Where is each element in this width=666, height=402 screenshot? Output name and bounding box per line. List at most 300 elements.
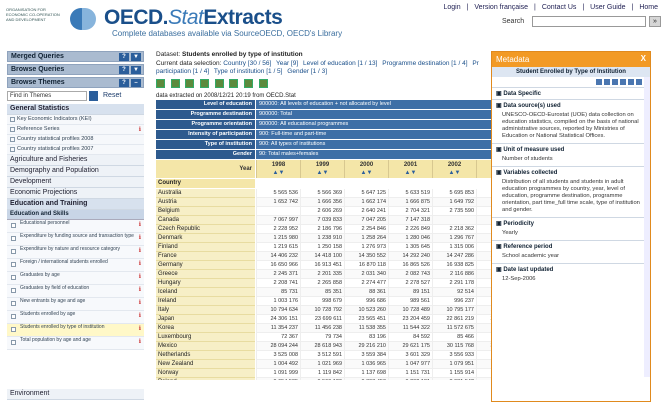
data-cell <box>476 261 492 270</box>
data-cell: 85 731 <box>256 288 300 297</box>
data-cell: 5 695 853 <box>432 189 476 198</box>
checkbox-icon[interactable] <box>11 262 16 267</box>
data-cell: 29 621 175 <box>388 342 432 351</box>
theme-economic-projections[interactable]: Economic Projections <box>7 188 144 199</box>
country-row-label: Canada <box>156 216 255 225</box>
data-cell: 10 794 634 <box>256 306 300 315</box>
data-cell: 1 215 980 <box>256 234 300 243</box>
metadata-section-heading[interactable]: ▣ Date last updated <box>492 263 650 275</box>
year-value: 2001 <box>403 162 418 168</box>
data-cell: 2 201 335 <box>300 270 344 279</box>
org-name: ORGANISATION FOR ECONOMIC CO-OPERATION AND DEVELOPMENT <box>6 7 60 22</box>
tagline: Complete databases available via SourceOECD, OECD's Library <box>112 29 343 38</box>
country-row-label: Germany <box>156 261 255 270</box>
data-cell <box>344 378 388 380</box>
selection-level[interactable]: Level of education [1 / 13] <box>302 60 378 67</box>
dimension-value: 900000: All levels of education + not allocated by level <box>256 100 492 109</box>
sort-icon[interactable]: ▲▼ <box>448 170 461 176</box>
dimension-value: 900: All types of institutions <box>256 140 492 149</box>
data-cell: 11 572 675 <box>432 324 476 333</box>
metadata-section-heading[interactable]: ▣ Data Specific <box>492 87 650 99</box>
checkbox-icon[interactable] <box>10 117 15 122</box>
metadata-scrollbar[interactable] <box>644 77 650 377</box>
education-skills-header[interactable]: Education and Skills <box>7 210 144 220</box>
data-cell: 14 350 552 <box>344 252 388 261</box>
data-cell <box>432 378 476 380</box>
login-link[interactable]: Login <box>443 4 461 11</box>
csv-icon[interactable] <box>215 79 224 88</box>
country-row-label: Italy <box>156 306 255 315</box>
data-cell: 7 047 205 <box>344 216 388 225</box>
dimension-value: 900000: All educational programmes <box>256 120 492 129</box>
data-cell: 1 276 973 <box>344 243 388 252</box>
find-button[interactable] <box>89 91 98 101</box>
metadata-sections <box>492 87 650 286</box>
data-cell: 29 216 210 <box>344 342 388 351</box>
contact-us-link[interactable]: Contact Us <box>541 4 577 11</box>
data-cell: 10 728 792 <box>300 306 344 315</box>
sort-icon[interactable]: ▲▼ <box>360 170 373 176</box>
data-cell: 1 280 046 <box>388 234 432 243</box>
data-cell: 2 265 858 <box>300 279 344 288</box>
data-cell <box>476 288 492 297</box>
data-cell <box>476 306 492 315</box>
theme-environment[interactable]: Environment <box>7 389 144 400</box>
sidebar <box>7 51 144 402</box>
info-icon[interactable]: ℹ <box>138 300 141 306</box>
data-cell: 1 315 006 <box>432 243 476 252</box>
info-icon[interactable]: ℹ <box>138 261 141 267</box>
data-cell: 1 004 492 <box>256 360 300 369</box>
layout-icon[interactable] <box>244 79 253 88</box>
metadata-section-text: Number of students <box>502 156 553 162</box>
metadata-section-text: Distribution of all students and students in adult education programmes by country, year, level of education, programme destination, programme orientation, part time_full time scale, type of institution and gender. <box>502 179 640 213</box>
dataset-item[interactable]: Graduates by age ℹ <box>7 272 144 285</box>
main-content <box>156 51 492 402</box>
dimension-label: Type of institution <box>156 140 255 149</box>
metadata-section-text: School academic year <box>502 253 560 259</box>
metadata-section-text: 12-Sep-2006 <box>502 276 536 282</box>
version-francaise-link[interactable]: Version française <box>474 4 529 11</box>
data-cell: 88 361 <box>344 288 388 297</box>
data-cell <box>256 207 300 216</box>
country-row-label <box>156 378 255 380</box>
print-icon[interactable] <box>229 79 238 88</box>
theme-education-training[interactable]: Education and Training <box>7 199 144 210</box>
data-cell: 5 647 125 <box>344 189 388 198</box>
country-row-label: Austria <box>156 198 255 207</box>
data-cell: 16 870 118 <box>344 261 388 270</box>
oecd-logo-accent-icon <box>82 8 96 30</box>
data-cell: 23 204 459 <box>388 315 432 324</box>
data-cell: 1 219 615 <box>256 243 300 252</box>
data-cell: 2 082 743 <box>388 270 432 279</box>
settings-icon[interactable] <box>259 79 268 88</box>
year-value: 1998 <box>271 162 286 168</box>
data-cell: 3 556 933 <box>432 351 476 360</box>
data-cell: 14 292 240 <box>388 252 432 261</box>
chevron-down-icon[interactable]: ▼ <box>131 66 141 74</box>
data-cell: 1 662 174 <box>344 198 388 207</box>
data-cell: 2 116 886 <box>432 270 476 279</box>
data-cell <box>476 234 492 243</box>
dimension-label: Level of education <box>156 100 255 109</box>
year-value <box>477 161 492 169</box>
data-cell <box>476 279 492 288</box>
current-selection: Current data selection: Country [30 / 56] Year [9] Level of education [1 / 13] Programme destination [1 / 4] Pr participation [1 / 4] Type of institution [1 / 5] Gender [1 / 3] <box>156 60 479 75</box>
data-cell <box>476 198 492 207</box>
country-row-label: New Zealand <box>156 360 255 369</box>
country-row-label: Finland <box>156 243 255 252</box>
data-cell: 1 151 731 <box>388 369 432 378</box>
data-cell: 1 652 742 <box>256 198 300 207</box>
data-cell: 1 047 977 <box>388 360 432 369</box>
data-cell <box>476 243 492 252</box>
chart-icon[interactable] <box>171 79 180 88</box>
checkbox-icon[interactable] <box>11 288 16 293</box>
dimension-label: Programme destination <box>156 110 255 119</box>
country-row-label: Hungary <box>156 279 255 288</box>
country-row-label: Iceland <box>156 288 255 297</box>
selection-participation[interactable]: participation [1 / 4] <box>156 68 210 75</box>
search-button[interactable]: » <box>649 16 661 27</box>
data-cell: 7 067 997 <box>256 216 300 225</box>
data-cell: 23 565 451 <box>344 315 388 324</box>
data-cell: 1 036 965 <box>344 360 388 369</box>
data-cell: 22 861 219 <box>432 315 476 324</box>
data-cell: 1 137 698 <box>344 369 388 378</box>
dataset-title: Dataset: Students enrolled by type of institution <box>156 51 303 58</box>
data-cell: 1 296 767 <box>432 234 476 243</box>
data-cell: 2 278 527 <box>388 279 432 288</box>
selection-pr[interactable]: Pr <box>472 60 479 67</box>
data-cell: 1 155 914 <box>432 369 476 378</box>
year-value: 2000 <box>359 162 374 168</box>
country-row-label: Belgium <box>156 207 255 216</box>
data-cell: 28 094 244 <box>256 342 300 351</box>
data-cell: 10 523 260 <box>344 306 388 315</box>
data-cell: 16 938 825 <box>432 261 476 270</box>
brand-title[interactable]: OECD.StatExtracts <box>104 6 283 29</box>
theme-sub-item[interactable]: Country statistical profiles 2008 <box>7 135 144 145</box>
metadata-toolbar <box>492 77 650 87</box>
dimension-label: Intensity of participation <box>156 130 255 139</box>
find-in-themes <box>7 90 144 102</box>
help-icon[interactable]: ? <box>119 66 129 74</box>
country-row-label: Ireland <box>156 297 255 306</box>
country-row-label: Greece <box>156 270 255 279</box>
year-column-header <box>388 160 432 178</box>
checkbox-icon[interactable] <box>11 236 16 241</box>
sort-icon[interactable] <box>477 169 492 177</box>
dataset-item[interactable]: Total population by age and age ℹ <box>7 337 144 350</box>
data-cell: 11 354 237 <box>256 324 300 333</box>
metadata-panel <box>491 51 651 402</box>
data-cell <box>388 378 432 380</box>
data-cell: 1 003 176 <box>256 297 300 306</box>
data-cell: 2 640 241 <box>344 207 388 216</box>
info-icon[interactable]: ℹ <box>138 274 141 280</box>
dataset-item[interactable]: Foreign / international students enrolled ℹ <box>7 259 144 272</box>
data-cell: 1 666 875 <box>388 198 432 207</box>
data-cell: 3 559 384 <box>344 351 388 360</box>
top-links: Login | Version française | Contact Us | User Guide | Home <box>443 4 658 11</box>
country-header: Country <box>156 179 255 188</box>
info-icon[interactable]: ℹ <box>138 326 141 332</box>
data-cell <box>476 315 492 324</box>
data-cell: 2 031 340 <box>344 270 388 279</box>
checkbox-icon[interactable] <box>10 127 15 132</box>
data-cell <box>476 216 492 225</box>
selection-gender[interactable]: Gender [1 / 3] <box>287 68 328 75</box>
help-icon[interactable]: ? <box>119 53 129 61</box>
data-cell: 84 592 <box>388 333 432 342</box>
data-cell: 2 606 269 <box>300 207 344 216</box>
theme-development[interactable]: Development <box>7 177 144 188</box>
country-row-label: Norway <box>156 369 255 378</box>
data-cell: 85 466 <box>432 333 476 342</box>
data-cell: 24 306 151 <box>256 315 300 324</box>
collapse-icon[interactable]: – <box>131 79 141 87</box>
data-cell <box>476 342 492 351</box>
year-column-header <box>476 160 492 178</box>
selection-year[interactable]: Year [9] <box>275 60 299 67</box>
data-cell: 16 650 966 <box>256 261 300 270</box>
selection-institution[interactable]: Type of institution [1 / 5] <box>213 68 283 75</box>
data-cell: 1 079 951 <box>432 360 476 369</box>
data-cell: 7 147 318 <box>388 216 432 225</box>
reset-button[interactable]: Reset <box>103 92 122 99</box>
checkbox-icon[interactable] <box>10 137 15 142</box>
info-icon[interactable]: ℹ <box>138 313 141 319</box>
data-cell <box>300 378 344 380</box>
search-label: Search <box>502 18 525 25</box>
data-cell: 1 021 969 <box>300 360 344 369</box>
theme-agriculture[interactable]: Agriculture and Fisheries <box>7 155 144 166</box>
data-cell <box>476 324 492 333</box>
data-cell <box>476 270 492 279</box>
theme-sub-item[interactable]: Key Economic Indicators (KEI) <box>7 115 144 125</box>
data-cell <box>256 378 300 380</box>
toolbar <box>156 79 492 91</box>
data-cell: 28 618 943 <box>300 342 344 351</box>
country-row-label: France <box>156 252 255 261</box>
theme-demography[interactable]: Demography and Population <box>7 166 144 177</box>
checkbox-icon[interactable] <box>11 249 16 254</box>
data-cell: 2 218 362 <box>432 225 476 234</box>
data-cell: 14 418 100 <box>300 252 344 261</box>
data-cell: 5 565 536 <box>256 189 300 198</box>
metadata-section-text: Yearly <box>502 230 518 236</box>
data-cell: 23 699 611 <box>300 315 344 324</box>
data-cell <box>432 216 476 225</box>
browse-themes-panel[interactable]: Browse Themes ? – <box>7 77 144 88</box>
data-cell: 89 151 <box>388 288 432 297</box>
info-icon[interactable]: ℹ <box>138 339 141 345</box>
checkbox-icon[interactable] <box>11 314 16 319</box>
year-value: 1999 <box>315 162 330 168</box>
data-cell <box>476 189 492 198</box>
data-cell: 998 679 <box>300 297 344 306</box>
data-cell: 83 196 <box>344 333 388 342</box>
data-cell: 2 254 846 <box>344 225 388 234</box>
data-cell: 5 633 519 <box>388 189 432 198</box>
user-guide-link[interactable]: User Guide <box>590 4 626 11</box>
theme-general-statistics[interactable]: General Statistics <box>7 104 144 115</box>
data-cell: 996 686 <box>344 297 388 306</box>
theme-sub-item[interactable]: Country statistical profiles 2007 <box>7 145 144 155</box>
export-icon[interactable] <box>156 79 165 88</box>
data-cell: 2 291 178 <box>432 279 476 288</box>
close-icon[interactable]: X <box>640 54 646 63</box>
selection-destination[interactable]: Programme destination [1 / 4] <box>382 60 468 67</box>
year-header-label: Year <box>156 160 255 178</box>
data-cell: 11 456 238 <box>300 324 344 333</box>
browse-queries-panel[interactable]: Browse Queries ? ▼ <box>7 64 144 75</box>
data-cell <box>476 297 492 306</box>
home-link[interactable]: Home <box>639 4 658 11</box>
country-row-label: Mexico <box>156 342 255 351</box>
pdf-icon[interactable] <box>620 79 626 85</box>
data-cell <box>476 351 492 360</box>
data-cell: 14 406 232 <box>256 252 300 261</box>
data-cell: 11 538 355 <box>344 324 388 333</box>
data-cell: 30 115 768 <box>432 342 476 351</box>
dimension-value: 900: Full-time and part-time <box>256 130 492 139</box>
country-row-label: Netherlands <box>156 351 255 360</box>
dimension-label: Programme orientation <box>156 120 255 129</box>
dataset-item[interactable]: Expenditure by funding source and transaction type ℹ <box>7 233 144 246</box>
dataset-item[interactable]: New entrants by age and age ℹ <box>7 298 144 311</box>
metadata-section-heading[interactable]: ▣ Periodicity <box>492 217 650 229</box>
find-in-themes-input[interactable]: Find in Themes <box>7 91 87 101</box>
data-cell: 1 250 158 <box>300 243 344 252</box>
email-icon[interactable] <box>604 79 610 85</box>
dataset-item[interactable]: Educational personnel ℹ <box>7 220 144 233</box>
country-row-label: Australia <box>156 189 255 198</box>
data-cell: 2 245 371 <box>256 270 300 279</box>
data-cell: 1 666 356 <box>300 198 344 207</box>
year-column-header <box>256 160 300 178</box>
data-cell: 16 913 451 <box>300 261 344 270</box>
info-icon[interactable]: ℹ <box>138 222 141 228</box>
data-cell: 2 228 952 <box>256 225 300 234</box>
info-icon[interactable]: ℹ <box>138 287 141 293</box>
sort-icon[interactable]: ▲▼ <box>316 170 329 176</box>
help-icon[interactable]: ? <box>119 79 129 87</box>
data-cell: 10 728 489 <box>388 306 432 315</box>
metadata-section-heading[interactable]: ▣ Variables collected <box>492 166 650 178</box>
info-icon[interactable]: ℹ <box>138 235 141 241</box>
checkbox-icon[interactable] <box>11 340 16 345</box>
checkbox-icon[interactable] <box>10 147 15 152</box>
data-cell: 72 367 <box>256 333 300 342</box>
data-cell <box>476 225 492 234</box>
checkbox-icon[interactable] <box>11 223 16 228</box>
dataset-item-selected[interactable]: Students enrolled by type of institution ℹ <box>7 324 144 337</box>
data-cell <box>476 252 492 261</box>
data-cell: 7 039 833 <box>300 216 344 225</box>
word-icon[interactable] <box>612 79 618 85</box>
data-cell: 1 238 910 <box>300 234 344 243</box>
year-column-header <box>300 160 344 178</box>
country-row-label: Denmark <box>156 234 255 243</box>
metadata-section-heading[interactable]: ▣ Unit of measure used <box>492 143 650 155</box>
metadata-section-text: UNESCO-OECD-Eurostat (UOE) data collection on education statistics, compiled on the basis of national administrative sources, reported by Ministries of Education or National Statistical Offices. <box>502 112 639 139</box>
data-cell <box>476 333 492 342</box>
data-cell: 989 561 <box>388 297 432 306</box>
sort-icon[interactable]: ▲▼ <box>404 170 417 176</box>
save-icon[interactable] <box>185 79 194 88</box>
data-cell: 2 704 321 <box>388 207 432 216</box>
data-cell: 10 795 177 <box>432 306 476 315</box>
dimension-value: 900000: Total <box>256 110 492 119</box>
data-cell: 3 525 008 <box>256 351 300 360</box>
dimension-value: 90: Total males+females <box>256 150 492 159</box>
data-cell: 2 186 796 <box>300 225 344 234</box>
data-table <box>156 100 492 380</box>
country-row-label: Czech Republic <box>156 225 255 234</box>
sort-icon[interactable]: ▲▼ <box>272 170 285 176</box>
data-cell: 1 649 792 <box>432 198 476 207</box>
excel-icon[interactable] <box>200 79 209 88</box>
dataset-item[interactable]: Students enrolled by age ℹ <box>7 311 144 324</box>
data-cell: 85 351 <box>300 288 344 297</box>
print-icon[interactable] <box>596 79 602 85</box>
data-cell: 2 226 849 <box>388 225 432 234</box>
extraction-note: data extracted on 2008/12/21 20:19 from OECD.Stat <box>156 93 296 99</box>
metadata-section-heading[interactable]: ▣ Reference period <box>492 240 650 252</box>
data-cell: 14 247 286 <box>432 252 476 261</box>
metadata-section-heading[interactable]: ▣ Data source(s) used <box>492 99 650 111</box>
checkbox-icon[interactable] <box>11 301 16 306</box>
dataset-item[interactable]: Expenditure by nature and resource category ℹ <box>7 246 144 259</box>
data-cell: 2 274 477 <box>344 279 388 288</box>
theme-sub-item[interactable]: Reference Series ℹ <box>7 125 144 135</box>
dimension-label: Gender <box>156 150 255 159</box>
info-icon[interactable]: ℹ <box>138 127 141 133</box>
info-icon[interactable]: ℹ <box>138 248 141 254</box>
data-cell: 2 208 741 <box>256 279 300 288</box>
data-cell: 79 734 <box>300 333 344 342</box>
header <box>0 0 666 40</box>
data-cell: 16 865 526 <box>388 261 432 270</box>
year-column-header <box>344 160 388 178</box>
expand-icon[interactable] <box>628 79 634 85</box>
metadata-subtitle: Student Enrolled by Type of Institution <box>492 67 650 77</box>
data-cell: 1 305 645 <box>388 243 432 252</box>
checkbox-icon[interactable] <box>11 327 16 332</box>
data-cell: 3 601 329 <box>388 351 432 360</box>
data-cell: 92 514 <box>432 288 476 297</box>
merged-queries-panel[interactable]: Merged Queries ? ▼ <box>7 51 144 62</box>
dataset-item[interactable]: Graduates by field of education ℹ <box>7 285 144 298</box>
chevron-down-icon[interactable]: ▼ <box>131 53 141 61</box>
collapse-icon[interactable] <box>636 79 642 85</box>
data-cell: 996 237 <box>432 297 476 306</box>
selection-country[interactable]: Country [30 / 56] <box>223 60 272 67</box>
search-input[interactable] <box>532 16 646 27</box>
data-cell <box>476 369 492 378</box>
checkbox-icon[interactable] <box>11 275 16 280</box>
country-row-label: Korea <box>156 324 255 333</box>
data-cell: 1 258 264 <box>344 234 388 243</box>
data-cell: 3 512 591 <box>300 351 344 360</box>
country-row-label: Japan <box>156 315 255 324</box>
year-column-header <box>432 160 476 178</box>
data-cell: 1 119 842 <box>300 369 344 378</box>
year-value: 2002 <box>447 162 462 168</box>
